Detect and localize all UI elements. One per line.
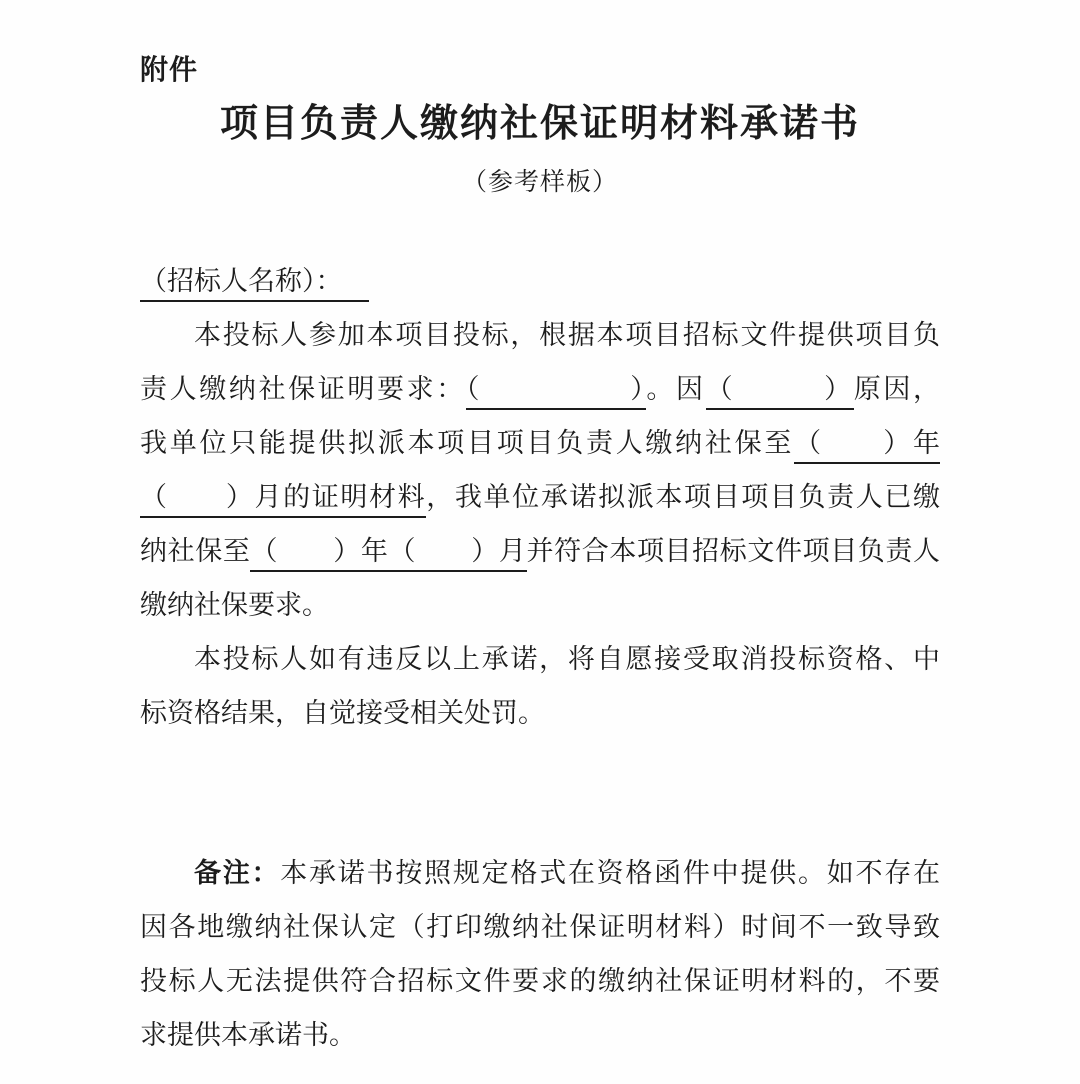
para1-line3: 我单位只能提供拟派本项目项目负责人缴纳社保至（ ）年 xyxy=(140,416,940,470)
note-line3: 投标人无法提供符合招标文件要求的缴纳社保证明材料的，不要 xyxy=(140,966,940,996)
note-line2: 因各地缴纳社保认定（打印缴纳社保证明材料）时间不一致导致 xyxy=(140,912,940,942)
document-body xyxy=(140,254,940,1062)
para2-line2: 标资格结果，自觉接受相关处罚。 xyxy=(140,698,545,728)
para1-line1: 本投标人参加本项目投标，根据本项目招标文件提供项目负 xyxy=(194,320,940,350)
para1-line4: （ ）月的证明材料，我单位承诺拟派本项目项目负责人已缴 xyxy=(140,470,940,524)
para1-line6: 缴纳社保要求。 xyxy=(140,590,329,620)
note-block xyxy=(140,846,940,1062)
fill-blank: （ ）年（ ）月 xyxy=(250,536,526,572)
fill-blank: （ ）月的证明材料 xyxy=(140,482,426,518)
document-title: 项目负责人缴纳社保证明材料承诺书 xyxy=(219,103,860,145)
addressee-blank: （招标人名称）： xyxy=(140,266,369,302)
para2-line1: 本投标人如有违反以上承诺，将自愿接受取消投标资格、中 xyxy=(194,644,940,674)
document-subtitle: （参考样板） xyxy=(461,169,618,196)
note-line4: 求提供本承诺书。 xyxy=(140,1020,356,1050)
addressee-line xyxy=(140,254,940,308)
note-line1: 备注：本承诺书按照规定格式在资格函件中提供。如不存在 xyxy=(194,858,941,888)
para1-line5: 纳社保至（ ）年（ ）月并符合本项目招标文件项目负责人 xyxy=(140,524,940,578)
para1-line2: 责人缴纳社保证明要求：（ ）。因（ ）原因， xyxy=(140,362,940,416)
fill-blank: （ ）年 xyxy=(794,428,940,464)
fill-blank: （ ） xyxy=(466,374,646,410)
attachment-label: 附件 xyxy=(140,54,199,85)
note-label: 备注： xyxy=(194,858,281,888)
fill-blank: （ ） xyxy=(706,374,854,410)
